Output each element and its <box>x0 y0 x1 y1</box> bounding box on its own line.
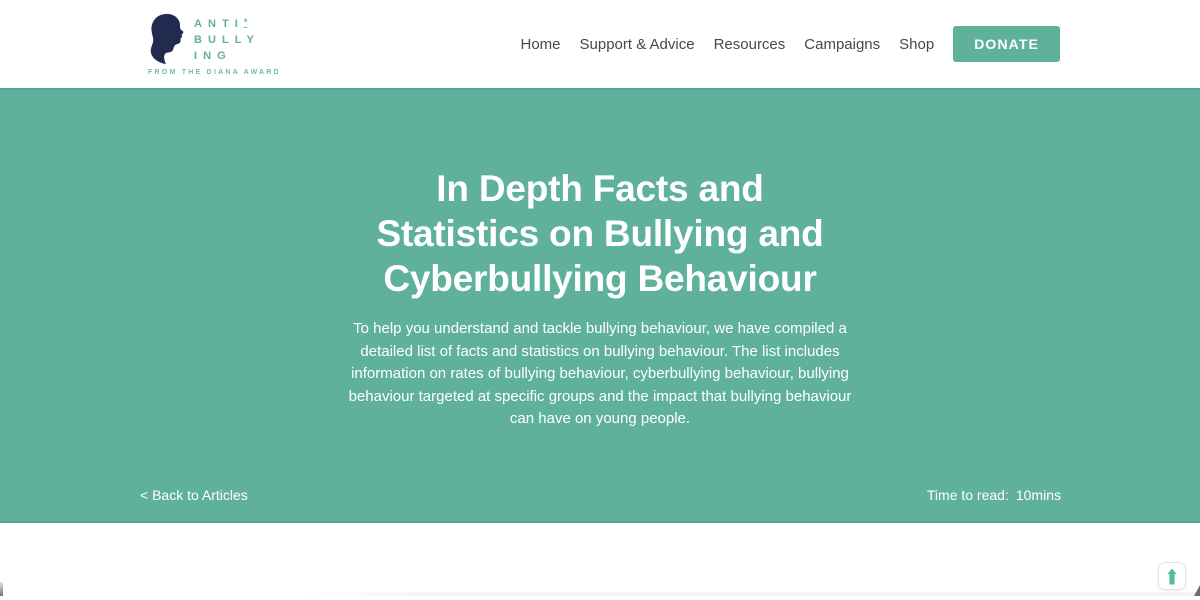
donate-button[interactable]: DONATE <box>953 26 1060 62</box>
page-title <box>376 166 823 301</box>
nav-item-shop[interactable]: Shop <box>899 35 935 53</box>
nav-item-support-advice[interactable]: Support & Advice <box>579 35 695 53</box>
anti-bullying-logo[interactable] <box>148 13 281 76</box>
hero-section <box>0 88 1200 523</box>
scroll-to-top-button[interactable] <box>1158 562 1186 590</box>
page-title-line-1: In Depth Facts and <box>436 168 764 209</box>
site-header <box>0 0 1200 88</box>
next-image-edge-left <box>0 582 3 596</box>
intro-paragraph: To help you understand and tackle bullying behaviour, we have compiled a detailed list of facts and statistics on bullying behaviour. The list includes information on rates of bullying behaviour, cyberbullying behaviour, bullying behaviour targeted at specific groups and the impact that bullying behaviour can have on young people. <box>348 320 852 427</box>
next-section-shadow <box>300 592 1200 596</box>
logo-tagline: FROM THE DIANA AWARD <box>148 68 281 76</box>
hero-content <box>0 90 1200 431</box>
read-time-label: Time to read: <box>926 487 1009 503</box>
back-to-articles-link[interactable]: < Back to Articles <box>140 487 248 503</box>
nav-item-campaigns[interactable]: Campaigns <box>804 35 881 53</box>
read-time <box>927 487 1061 503</box>
head-silhouette-icon <box>148 13 186 65</box>
logo-line-2: BULLY <box>194 33 260 46</box>
content-area-start <box>0 523 1200 596</box>
logo-top <box>148 13 281 65</box>
logo-line-1: ANTI * <box>194 16 248 30</box>
page-title-line-3: Cyberbullying Behaviour <box>383 258 817 299</box>
read-time-value: 10mins <box>1015 487 1061 503</box>
hero-meta-row <box>140 487 1061 503</box>
nav-item-resources[interactable]: Resources <box>713 35 786 53</box>
logo-asterisk: * <box>243 16 248 27</box>
logo-line-3: ING <box>194 49 232 62</box>
up-arrow-icon <box>1166 568 1178 585</box>
next-image-edge-right <box>1194 585 1200 596</box>
nav-item-home[interactable]: Home <box>520 35 561 53</box>
main-nav <box>520 26 1060 62</box>
page-title-line-2: Statistics on Bullying and <box>376 213 824 254</box>
logo-wordmark <box>194 13 260 64</box>
